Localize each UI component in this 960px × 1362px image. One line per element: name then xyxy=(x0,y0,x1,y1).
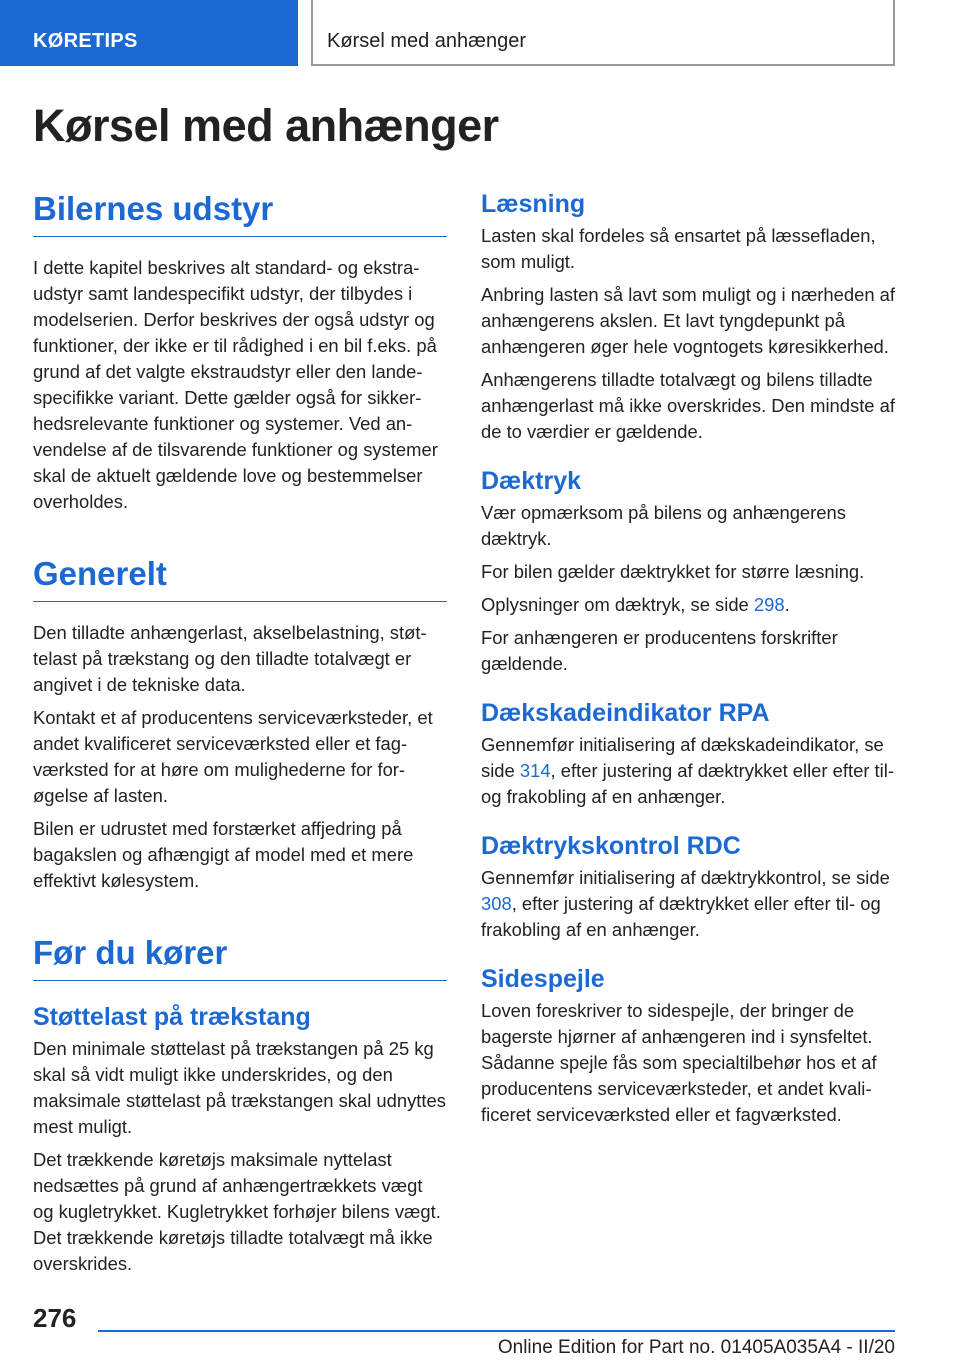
paragraph: Lasten skal fordeles så ensartet på læssefladen, som muligt. xyxy=(481,225,876,272)
subheading-laesning: Læsning xyxy=(481,190,586,218)
paragraph xyxy=(481,592,897,618)
footer-edition: Online Edition for Part no. 01405A035A4 - II/20 xyxy=(497,1337,895,1358)
right-column xyxy=(481,190,897,1135)
paragraph: Den minimale støttelast på trækstangen på 25 kg skal så vidt muligt ikke underskrides, og den maksimale støttelast på trækstangen skal udnyttes mest muligt. xyxy=(33,1038,446,1137)
footer-divider xyxy=(98,1330,895,1332)
paragraph: Vær opmærksom på bilens og anhængerens dæktryk. xyxy=(481,502,846,549)
header-section-tab: KØRETIPS xyxy=(0,0,298,66)
paragraph: Det trækkende køretøjs maksimale nyttelast nedsættes på grund af anhængertrækkets vægt og kugletrykket. Kugletrykket forhøjer bilens vægt. Det trækkende køretøjs tilladte totalvægt må ikke overskrides. xyxy=(33,1149,441,1274)
paragraph xyxy=(481,732,897,810)
subheading-daektryk: Dæktryk xyxy=(481,467,582,495)
text: . xyxy=(784,594,790,615)
paragraph: Kontakt et af producentens serviceværksteder, et andet kvalificeret serviceværksted eller et fagværksted for at høre om mulighederne for forøgelse af lasten. xyxy=(33,707,433,806)
text: , efter justering af dæktrykket eller efter til- og frakobling af en anhænger. xyxy=(481,893,881,940)
page-title: Kørsel med anhænger xyxy=(33,100,499,151)
paragraph: Bilen er udrustet med forstærket affjedring på bagakslen og afhængigt af model med et mere effektivt kølesystem. xyxy=(33,818,414,891)
header-chapter-title: Kørsel med anhænger xyxy=(311,0,895,66)
page-link-298[interactable]: 298 xyxy=(753,594,785,615)
paragraph: For bilen gælder dæktrykket for større læsning. xyxy=(481,561,865,582)
paragraph: Den tilladte anhængerlast, akselbelastning, støttelast på trækstang og den tilladte totalvægt er angivet i de tekniske data. xyxy=(33,622,427,695)
text: Gennemfør initialisering af dækskadeindikator, se side xyxy=(481,734,884,781)
text: Gennemfør initialisering af dæktrykkontrol, se side xyxy=(481,867,890,888)
page-link-308[interactable]: 308 xyxy=(481,893,512,914)
section-heading-foer-du-koerer: Før du kører xyxy=(33,934,447,981)
paragraph: Loven foreskriver to sidespejle, der bringer de bagerste hjørner af anhængeren ind i synsfeltet. Sådanne spejle fås som specialtilbehør hos et af producentens serviceværksteder, et andet kvalificeret serviceværksted eller et fagværksted. xyxy=(481,1000,877,1125)
subheading-rdc: Dæktrykskontrol RDC xyxy=(481,832,741,860)
text: Oplysninger om dæktryk, se side xyxy=(481,594,754,615)
subheading-rpa: Dækskadeindikator RPA xyxy=(481,699,770,727)
paragraph: Anbring lasten så lavt som muligt og i nærheden af anhængerens akslen. Et lavt tyngdepunkt på anhængeren øger hele vogntogets køresikkerhed. xyxy=(481,284,896,357)
subheading-sidespejle: Sidespejle xyxy=(481,965,605,993)
section-heading-generelt: Generelt xyxy=(33,555,447,602)
left-column xyxy=(33,190,447,1284)
text: , efter justering af dæktrykket eller efter til- og frakobling af en anhænger. xyxy=(481,760,894,807)
paragraph xyxy=(481,865,897,943)
paragraph: I dette kapitel beskrives alt standard- og ekstraudstyr samt landespecifikt udstyr, der tilbydes i modelserien. Derfor beskrives der også udstyr og funktioner, der ikke er til rådighed i en bil f.eks. på grund af det valgte ekstraudstyr eller den landespecifikke variant. Dette gælder også for sikkerhedsrelevante funktioner og systemer. Ved anvendelse af de tilsvarende funktioner og systemer skal de aktuelt gældende love og bestemmelser overholdes. xyxy=(33,257,438,512)
page-number: 276 xyxy=(33,1303,77,1333)
paragraph: For anhængeren er producentens forskrifter gældende. xyxy=(481,627,838,674)
paragraph: Anhængerens tilladte totalvægt og bilens tilladte anhængerlast må ikke overskrides. Den mindste af de to værdier er gældende. xyxy=(481,369,895,442)
subheading-stoettelast: Støttelast på trækstang xyxy=(33,1003,311,1031)
section-heading-bilernes-udstyr: Bilernes udstyr xyxy=(33,190,447,237)
page-link-314[interactable]: 314 xyxy=(519,760,551,781)
